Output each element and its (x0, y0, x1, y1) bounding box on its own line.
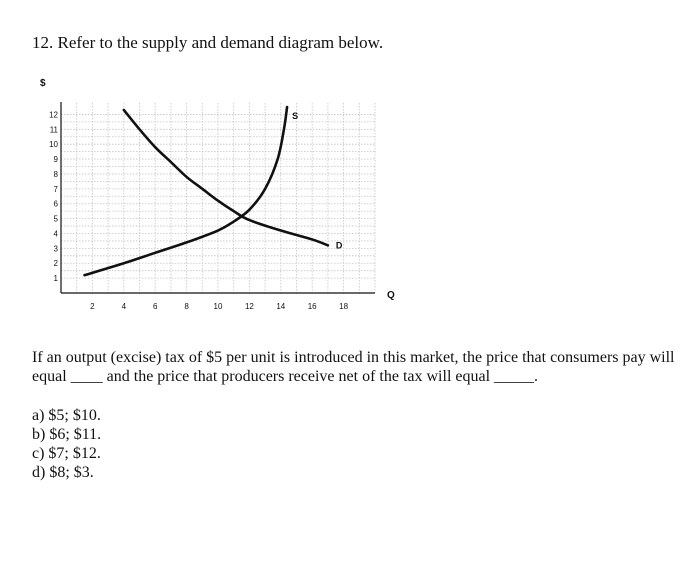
question-title: 12. Refer to the supply and demand diagram below. (32, 33, 384, 52)
d-curve-label: D (335, 240, 343, 251)
y-tick-label: 8 (53, 169, 58, 179)
supply-demand-chart (30, 70, 410, 330)
option-d[interactable]: d) $8; $3. (32, 464, 94, 481)
y-tick-label: 2 (53, 259, 58, 269)
x-tick-label: 14 (276, 302, 286, 311)
option-a[interactable]: a) $5; $10. (32, 407, 101, 424)
x-tick-label: 10 (213, 302, 223, 311)
x-tick-label: 4 (121, 302, 127, 311)
y-tick-label: 12 (49, 110, 58, 120)
y-tick-label: 9 (53, 155, 58, 165)
s-curve-label: S (292, 111, 299, 121)
y-tick-label: 10 (49, 140, 58, 150)
y-tick-label: 3 (53, 244, 58, 254)
x-tick-label: 2 (90, 302, 95, 311)
y-tick-label: 6 (53, 199, 58, 209)
x-tick-label: 8 (184, 302, 189, 311)
y-tick-label: 7 (53, 184, 58, 194)
x-tick-label: 18 (339, 302, 349, 311)
y-tick-label: 1 (53, 274, 58, 284)
chart-series (85, 107, 343, 275)
answer-options (32, 406, 101, 482)
x-tick-label: 6 (152, 302, 158, 311)
option-b[interactable]: b) $6; $11. (32, 426, 102, 443)
x-axis-label: Q (387, 290, 395, 301)
y-tick-label: 5 (53, 214, 58, 224)
question-prompt: If an output (excise) tax of $5 per unit is introduced in this market, the price that consumers pay will equal ____ and the price that producers receive net of the tax will equal _____. (32, 349, 675, 385)
option-c[interactable]: c) $7; $12. (32, 445, 101, 462)
y-tick-label: 11 (49, 125, 58, 135)
x-tick-label: 16 (307, 302, 317, 311)
y-tick-labels (49, 110, 58, 283)
y-tick-label: 4 (53, 229, 58, 239)
chart-grid (61, 103, 375, 293)
y-axis-label: $ (40, 78, 46, 89)
s-curve (85, 107, 288, 275)
x-tick-labels (90, 302, 348, 311)
x-tick-label: 12 (244, 302, 254, 311)
